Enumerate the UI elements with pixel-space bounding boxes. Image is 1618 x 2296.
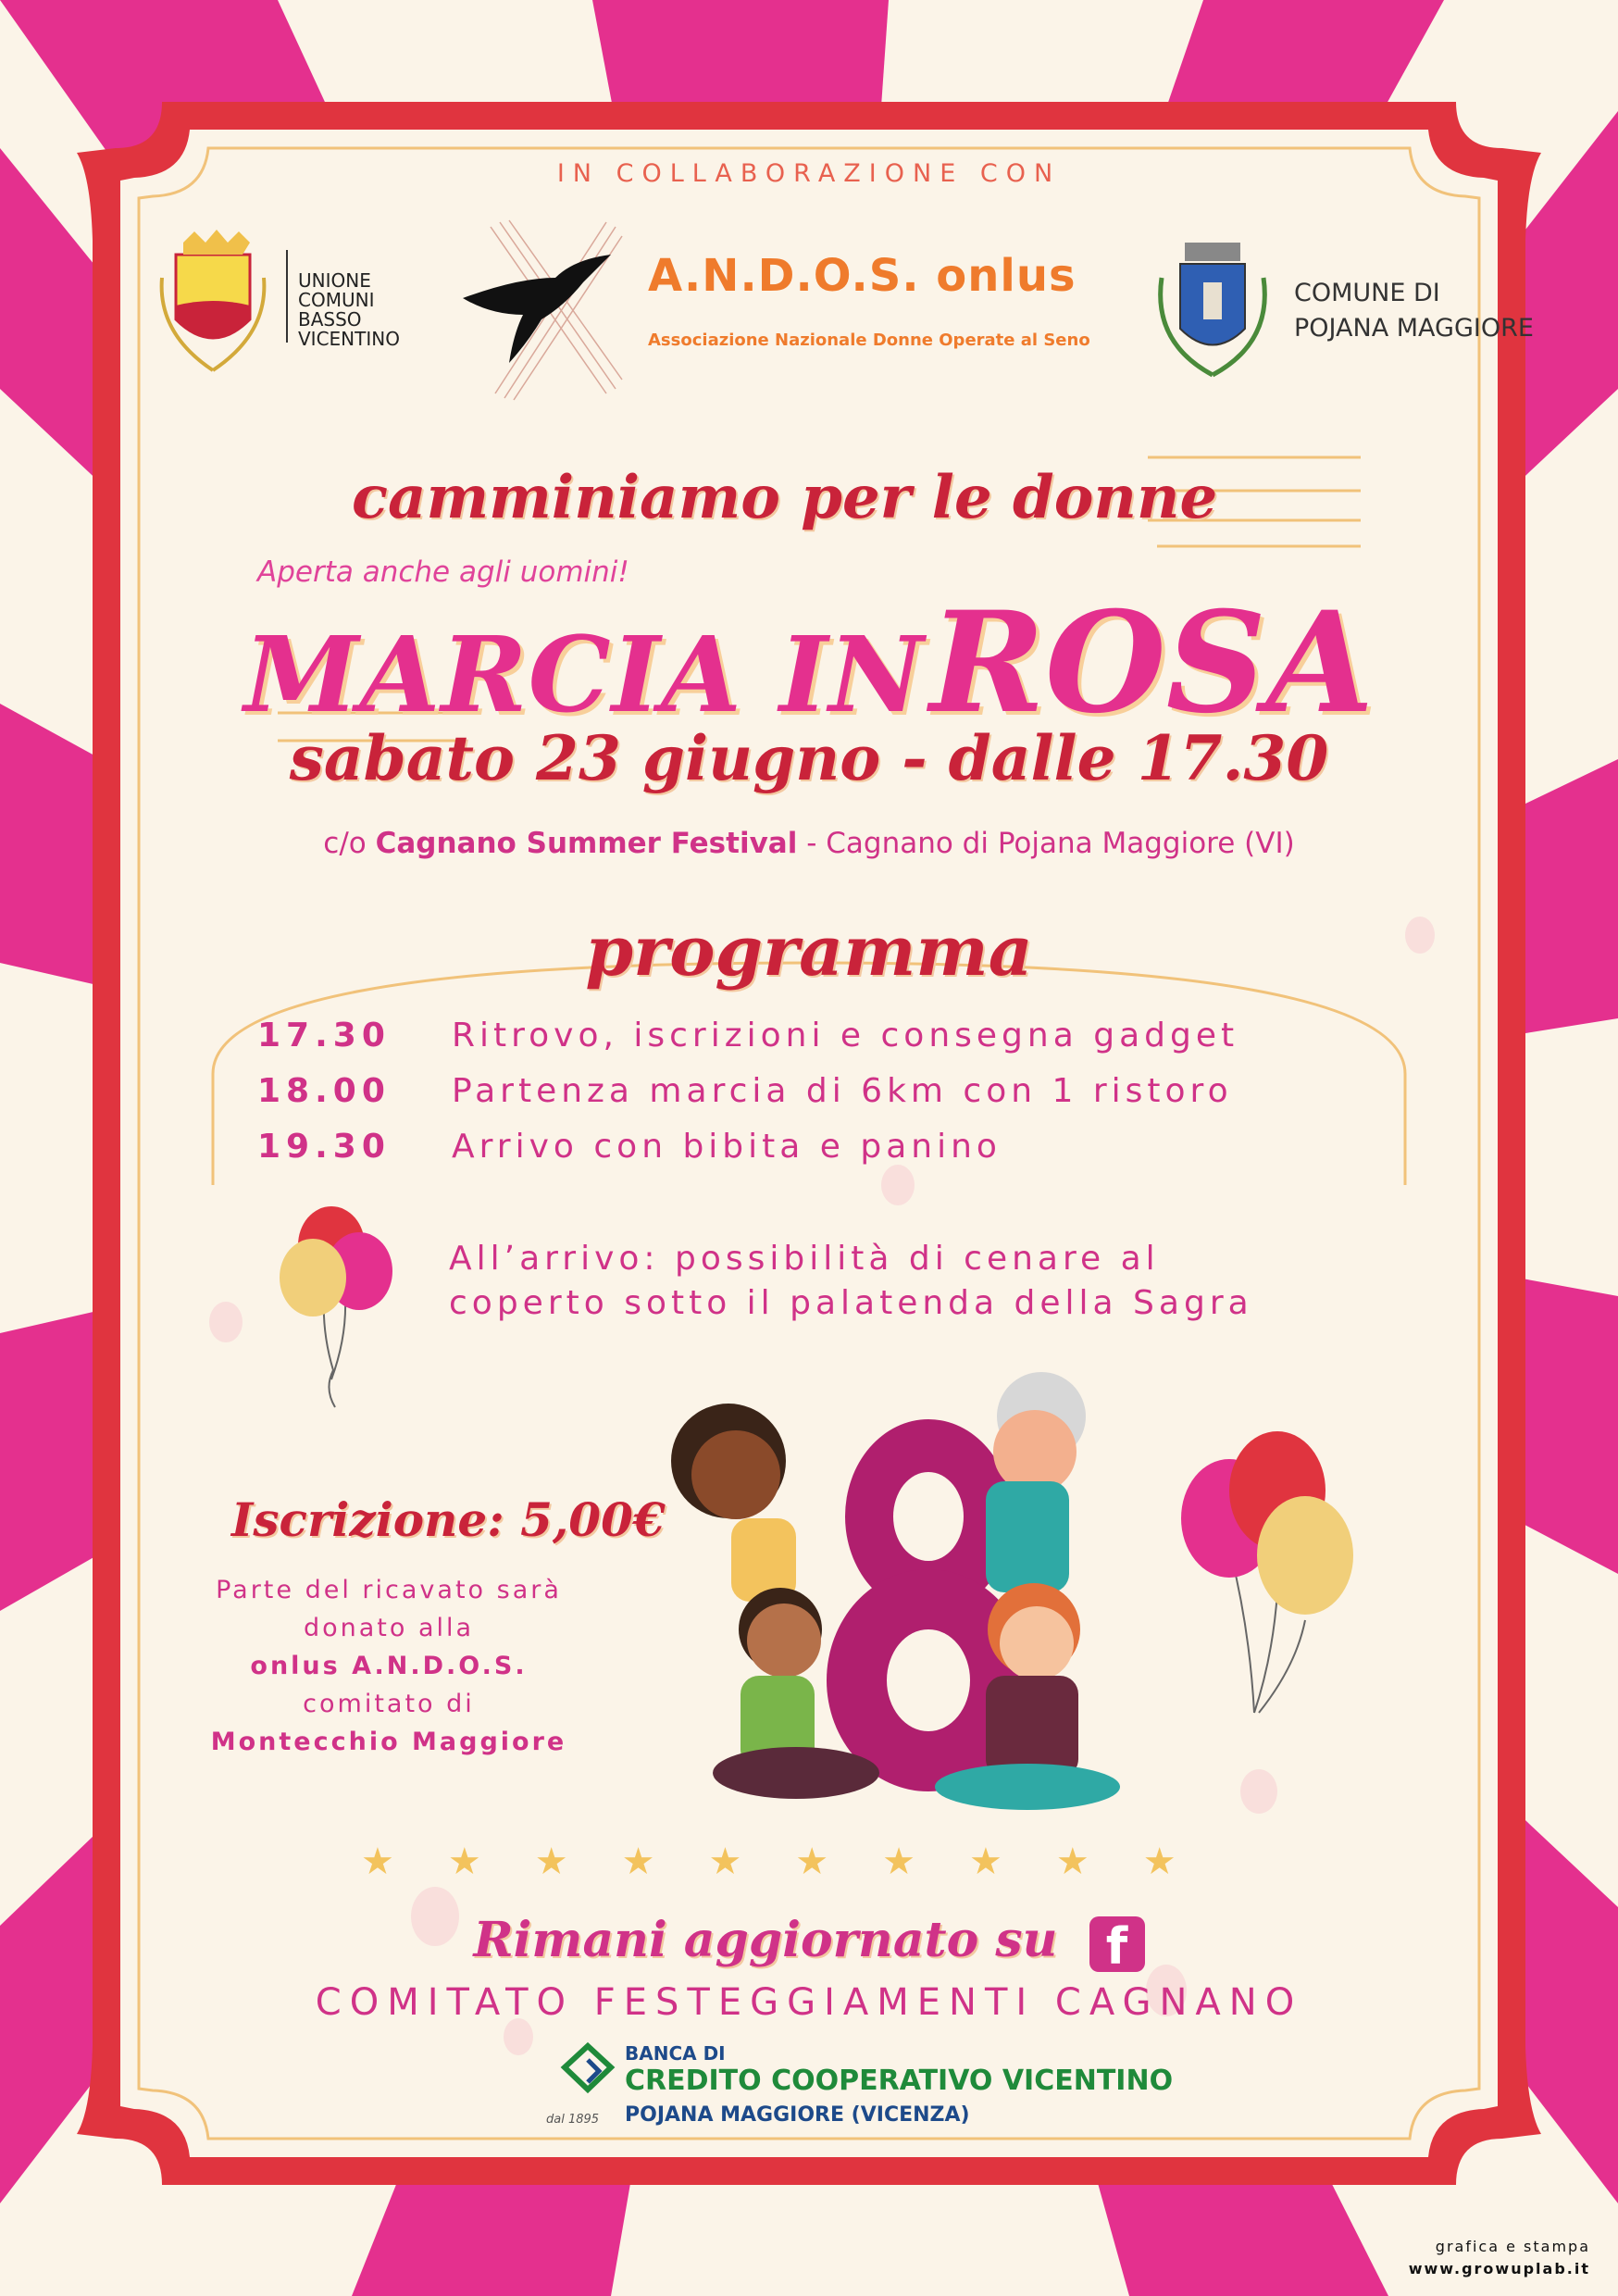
venue-prefix: c/o	[323, 827, 367, 860]
bank-name-line1: BANCA DI	[625, 2042, 726, 2065]
program-text: Ritrovo, iscrizioni e consegna gadget	[452, 1017, 1239, 1054]
dinner-note	[449, 1237, 1253, 1326]
program-row	[257, 1072, 1233, 1110]
collaboration-label: IN COLLABORAZIONE CON	[556, 159, 1062, 188]
dinner-note-line: coperto sotto il palatenda della Sagra	[449, 1284, 1253, 1322]
ucbv-line: COMUNI	[298, 289, 375, 311]
open-to-men-note: Aperta anche agli uomini!	[257, 555, 629, 589]
ucbv-line: BASSO	[298, 308, 362, 331]
organizer-committee: COMITATO FESTEGGIAMENTI CAGNANO	[315, 1981, 1303, 2024]
social-callout-text: Rimani aggiornato su	[473, 1912, 1058, 1968]
event-title	[0, 581, 1618, 744]
comune-logo-text	[1294, 276, 1534, 346]
bank-name-line2: CREDITO COOPERATIVO VICENTINO	[625, 2065, 1174, 2097]
event-title-part2: ROSA	[929, 581, 1375, 744]
program-time: 17.30	[257, 1017, 391, 1054]
program-row	[257, 1017, 1238, 1054]
registration-fee: Iscrizione: 5,00€	[231, 1492, 666, 1547]
dinner-note-line: All’arrivo: possibilità di cenare al	[449, 1240, 1160, 1278]
ucbv-line: UNIONE	[298, 269, 371, 292]
event-date: sabato 23 giugno - dalle 17.30	[289, 722, 1329, 794]
bank-logo-icon	[560, 2041, 616, 2115]
bank-since: dal 1895	[546, 2113, 600, 2127]
registration-note-line: comitato di	[303, 1690, 475, 1718]
venue-suffix: - Cagnano di Pojana Maggiore (VI)	[806, 827, 1295, 860]
comune-line: COMUNE DI	[1294, 279, 1440, 307]
registration-note-line: donato alla	[303, 1614, 475, 1642]
andos-logo-subtitle: Associazione Nazionale Donne Operate al Seno	[648, 331, 1090, 350]
ucbv-line: VICENTINO	[298, 328, 400, 350]
bank-location: POJANA MAGGIORE (VICENZA)	[625, 2103, 970, 2127]
registration-note-line: Parte del ricavato sarà	[216, 1576, 562, 1604]
facebook-icon[interactable]: f	[1089, 1916, 1145, 1972]
event-title-part1: MARCIA IN	[243, 615, 925, 736]
program-text: Arrivo con bibita e panino	[452, 1128, 1002, 1166]
program-time: 19.30	[257, 1128, 391, 1166]
program-row	[257, 1128, 1002, 1166]
venue-name: Cagnano Summer Festival	[375, 827, 798, 860]
design-credit	[1409, 2236, 1590, 2280]
registration-note	[157, 1571, 620, 1761]
registration-note-line	[157, 1723, 620, 1761]
comune-line: POJANA MAGGIORE	[1294, 314, 1534, 343]
star-divider: ★★★★★★★★★★	[361, 1841, 1230, 1883]
credit-line: grafica e stampa	[1435, 2238, 1590, 2255]
andos-mention: onlus A.N.D.O.S.	[250, 1652, 528, 1680]
program-heading: programma	[585, 912, 1033, 992]
credit-url[interactable]: www.growuplab.it	[1408, 2260, 1590, 2277]
registration-note-line	[157, 1647, 620, 1685]
ucbv-logo-text	[298, 271, 400, 349]
event-venue	[0, 827, 1618, 860]
program-time: 18.00	[257, 1072, 391, 1110]
social-callout	[0, 1912, 1618, 1976]
tagline: camminiamo per le donne	[352, 463, 1218, 532]
program-text: Partenza marcia di 6km con 1 ristoro	[452, 1072, 1233, 1110]
andos-logo-title: A.N.D.O.S. onlus	[648, 250, 1077, 302]
committee-mention: Montecchio Maggiore	[210, 1728, 567, 1756]
